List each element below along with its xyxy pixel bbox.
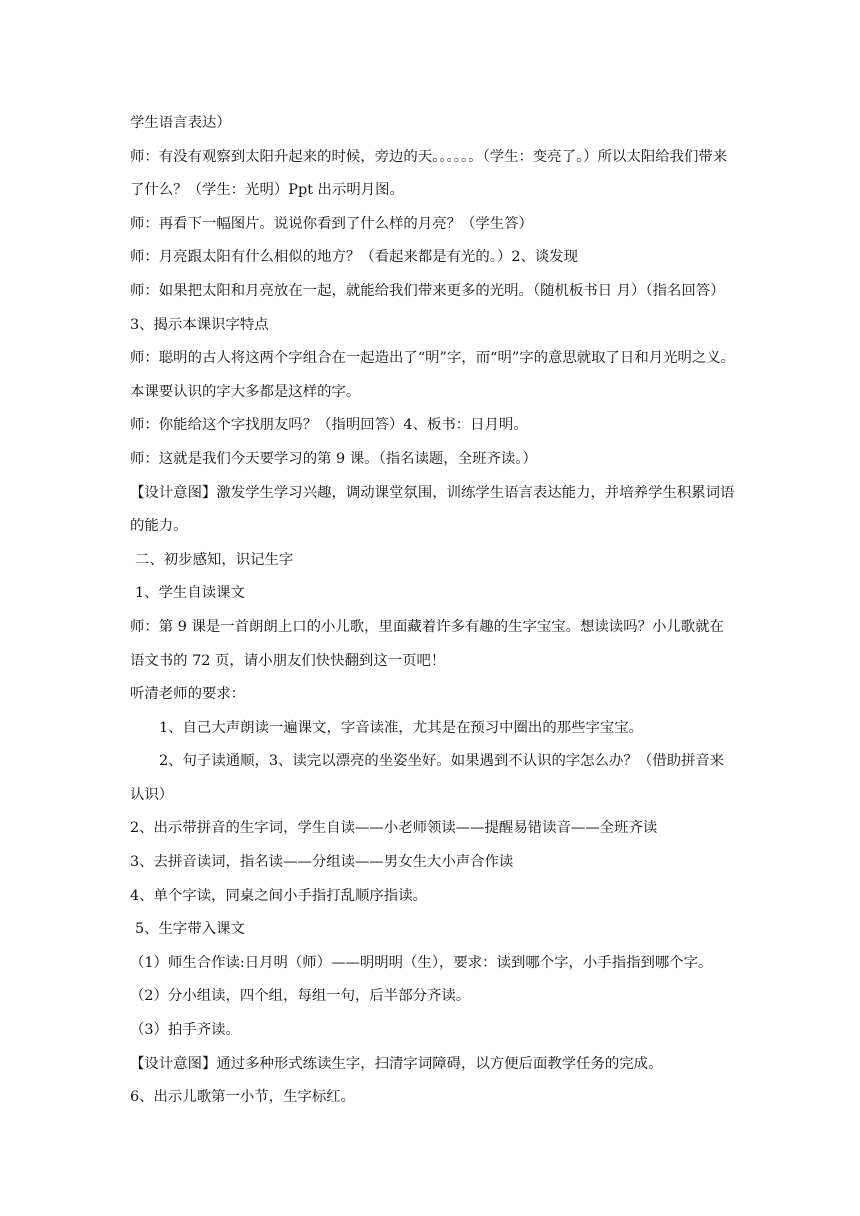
step-1-self-read: 1、学生自读课文	[135, 585, 245, 602]
paragraph-lesson-nine: 师：这就是我们今天要学习的第 9 课。（指名读题，全班齐读。）	[130, 450, 537, 467]
step-6-show-rhyme: 6、出示儿歌第一小节，生字标红。	[130, 1089, 356, 1106]
requirement-1: 1、自己大声朗读一遍课文，字音读准，尤其是在预习中圈出的那些字宝宝。	[159, 719, 644, 736]
paragraph-sun-and-moon-together: 师：如果把太阳和月亮放在一起，就能给我们带来更多的光明。（随机板书日 月）（指名回答）3、揭示本课识字特点	[130, 282, 725, 333]
paragraph-find-friends: 师：你能给这个字找朋友吗？（指明回答）4、板书：日月明。	[130, 417, 528, 434]
step-5-into-text: 5、生字带入课文	[135, 921, 245, 938]
substep-1-cooperative-read: （1）师生合作读:日月明（师）——明明明（生），要求：读到哪个字，小手指指到哪个字。	[130, 954, 713, 971]
paragraph-design-intent-2: 【设计意图】通过多种形式练读生字，扫清字词障碍，以方便后面教学任务的完成。	[130, 1055, 663, 1072]
paragraph-nursery-rhyme: 师：第 9 课是一首朗朗上口的小儿歌，里面藏着许多有趣的生字宝宝。想读读吗？小儿歌就在语文书的 72 页，请小朋友们快快翻到这一页吧！	[130, 618, 724, 669]
substep-3-clap-read: （3）拍手齐读。	[130, 1022, 240, 1039]
paragraph-teacher-requirements: 听清老师的要求：	[130, 686, 246, 703]
paragraph-sun-brings-light: 师：有没有观察到太阳升起来的时候，旁边的天。。。。。。（学生：变亮了。）所以太阳给我们带来了什么？（学生：光明）Ppt 出示明月图。	[130, 148, 728, 199]
substep-2-group-read: （2）分小组读，四个组，每组一句，后半部分齐读。	[130, 988, 471, 1005]
document-body	[130, 107, 738, 1115]
paragraph-similarity: 师：月亮跟太阳有什么相似的地方？（看起来都是有光的。）2、谈发现	[130, 249, 579, 266]
requirement-2-3: 2、句子读通顺，3、读完以漂亮的坐姿坐好。如果遇到不认识的字怎么办？（借助拼音来认识）	[130, 753, 725, 803]
paragraph-student-language: 学生语言表达）	[130, 115, 231, 131]
section-heading-2: 二、初步感知，识记生字	[135, 551, 294, 568]
paragraph-look-at-moon: 师：再看下一幅图片。说说你看到了什么样的月亮？（学生答）	[130, 215, 533, 232]
paragraph-design-intent-1: 【设计意图】激发学生学习兴趣，调动课堂氛围，训练学生语言表达能力，并培养学生积累词语的能力。	[130, 484, 735, 535]
step-2-pinyin-words: 2、出示带拼音的生字词，学生自读——小老师领读——提醒易错读音——全班齐读	[130, 820, 658, 837]
paragraph-ming-character: 师：聪明的古人将这两个字组合在一起造出了“明”字，而“明”字的意思就取了日和月光明之义。本课要认识的字大多都是这样的字。	[130, 350, 736, 400]
step-4-single-character: 4、单个字读，同桌之间小手指打乱顺序指读。	[130, 887, 427, 904]
step-3-no-pinyin: 3、去拼音读词，指名读——分组读——男女生大小声合作读	[130, 854, 514, 871]
